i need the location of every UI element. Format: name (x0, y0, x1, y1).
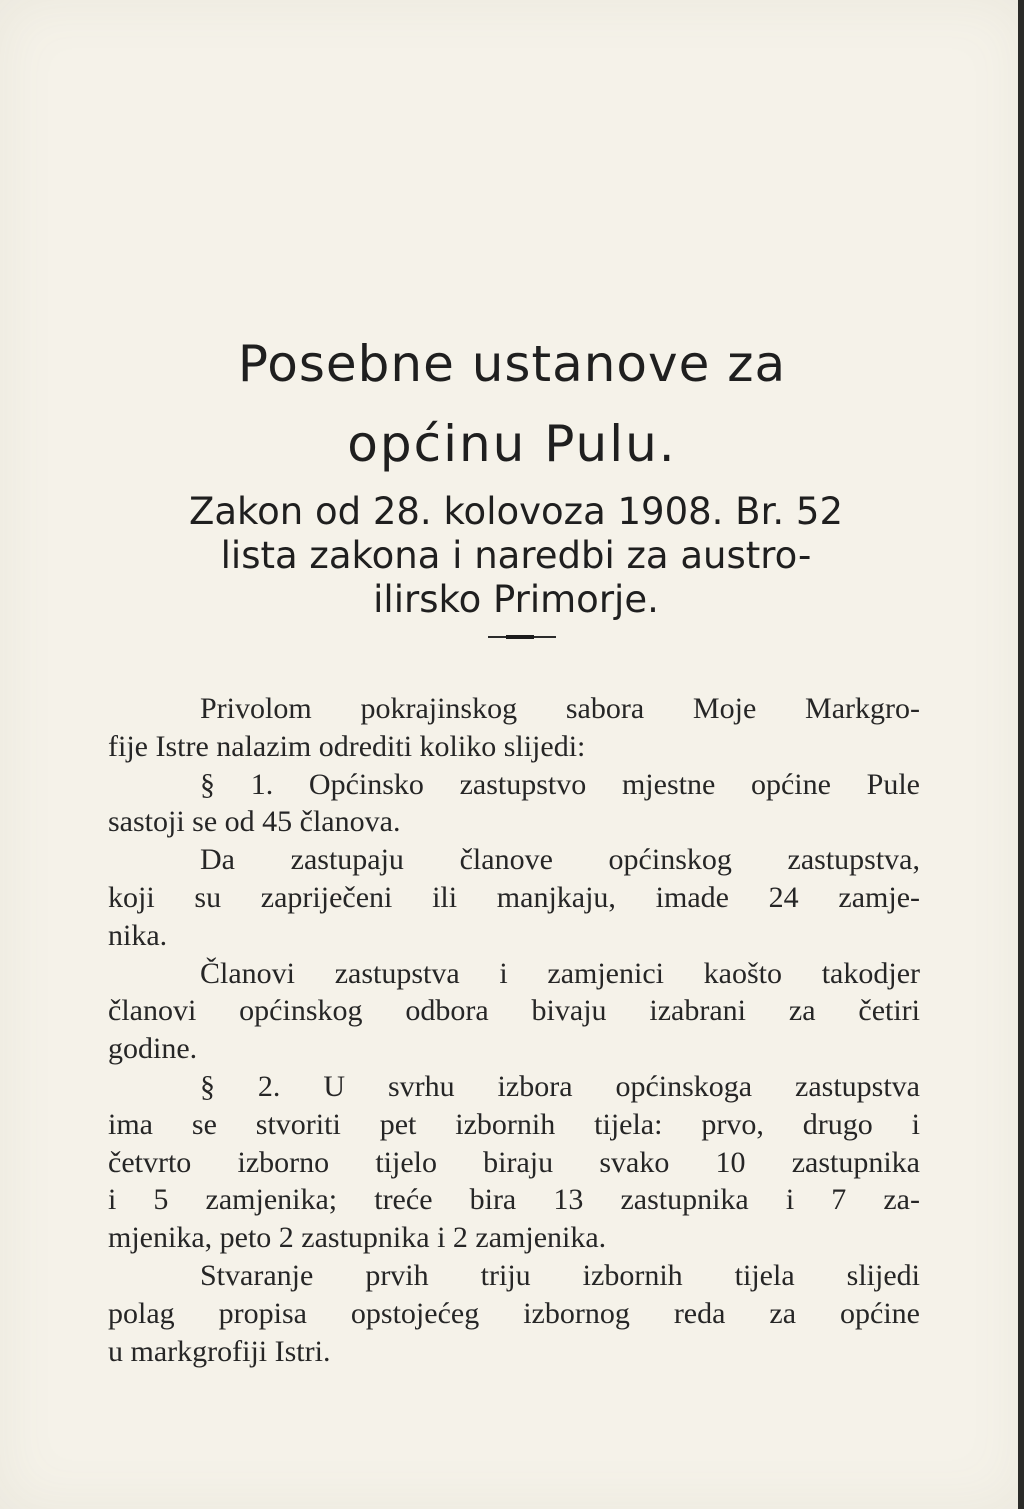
page-title-line-2: općinu Pulu. (347, 415, 677, 473)
law-reference-line-1: Zakon od 28. kolovoza 1908. Br. 52 (188, 490, 843, 533)
body-line: § 2. U svrhu izbora općinskoga zastupstva (200, 1069, 920, 1103)
page-edge (1018, 0, 1024, 1509)
body-line: u markgrofiji Istri. (108, 1334, 331, 1368)
law-reference-line-3: ilirsko Primorje. (373, 578, 659, 621)
section-divider-center (506, 635, 534, 639)
body-line: Stvaranje prvih triju izbornih tijela slijedi (200, 1258, 920, 1292)
body-line: fije Istre nalazim odrediti koliko slijedi: (108, 729, 586, 763)
body-line: nika. (108, 918, 168, 952)
body-line: Da zastupaju članove općinskog zastupstva, (200, 843, 920, 877)
body-line: polag propisa opstojećeg izbornog reda za općine (108, 1296, 920, 1330)
page-title-line-1: Posebne ustanove za (237, 335, 787, 393)
body-line: članovi općinskog odbora bivaju izabrani za četiri (108, 994, 920, 1028)
body-line: § 1. Općinsko zastupstvo mjestne općine Pule (200, 767, 920, 801)
body-line: sastoji se od 45 članova. (108, 805, 401, 839)
body-line: i 5 zamjenika; treće bira 13 zastupnika i 7 za- (108, 1183, 920, 1217)
law-reference-line-2: lista zakona i naredbi za austro- (220, 534, 812, 577)
body-line: četvrto izborno tijelo biraju svako 10 zastupnika (108, 1145, 920, 1179)
body-line: Privolom pokrajinskog sabora Moje Markgro- (200, 692, 920, 725)
body-line: godine. (108, 1032, 198, 1066)
body-text (108, 690, 920, 1370)
body-line: mjenika, peto 2 zastupnika i 2 zamjenika. (108, 1221, 607, 1255)
body-line: koji su zapriječeni ili manjkaju, imade 24 zamje- (108, 880, 920, 914)
body-line: ima se stvoriti pet izbornih tijela: prvo, drugo i (108, 1107, 920, 1141)
body-line: Članovi zastupstva i zamjenici kaošto takodjer (200, 956, 920, 990)
